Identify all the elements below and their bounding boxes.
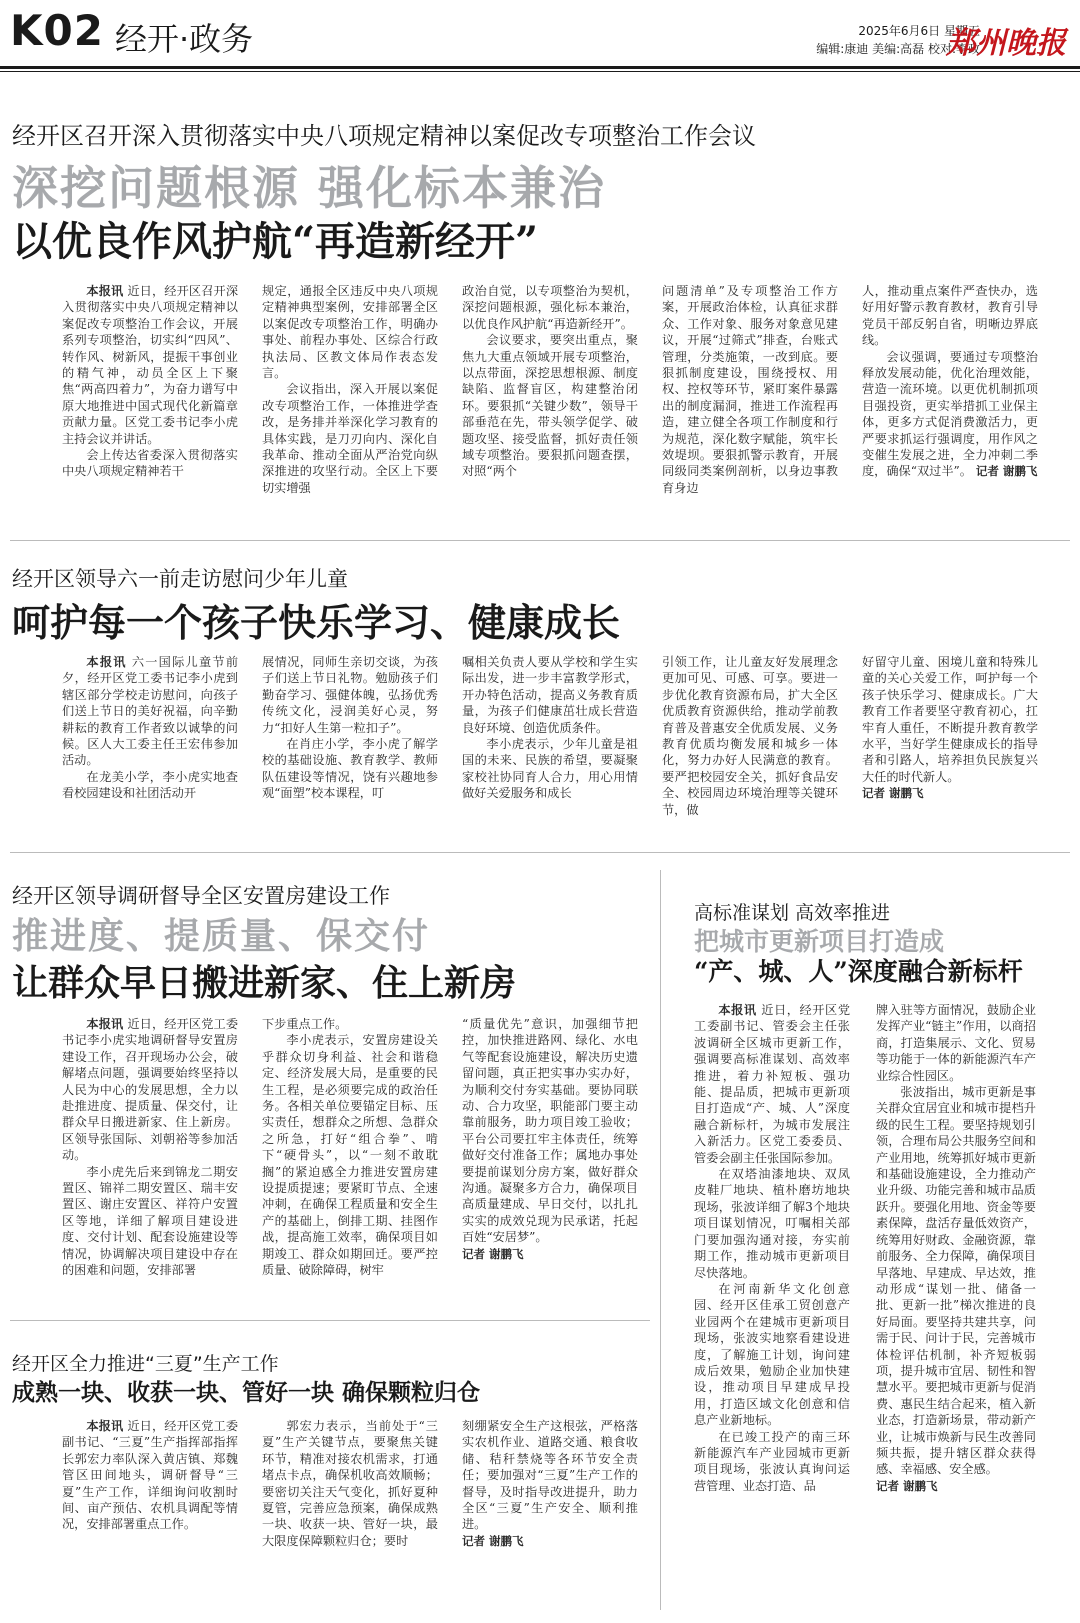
page-code: K02 [10,6,104,55]
story2-column-3 [462,654,638,834]
story3-col1-text-b: 李小虎先后来到锦龙二期安置区、锦祥二期安置区、瑞丰安置区、谢庄安置区、祥符户安置区等地，详细了解项目建设进度、交付计划、配套设施建设等情况，协调解决项目建设中存在的困难和问题，安排部署 [62,1164,238,1278]
story3-col1-text: 近日，经开区党工委书记李小虎实地调研督导安置房建设工作，召开现场办公会，破解堵点问题，强调要始终坚持以人民为中心的发展思想，全力以赴推进度、提质量、保交付，让群众早日搬进新家、住上新房。区领导张国际、刘朝裕等参加活动。 [62,1017,238,1163]
page-header [0,0,1080,62]
story5-lead: 本报讯 [86,1419,124,1433]
story5-column-1 [62,1418,238,1613]
story1-col1-text: 近日，经开区召开深入贯彻落实中央八项规定精神以案促改专项整治工作会议，开展系列专项整治，切实纠“四风”、转作风、树新风，提振干事创业的精气神，动员全区上下聚焦“两高四着力”，为奋力谱写中原大地推进中国式现代化新篇章贡献力量。区党工委书记李小虎主持会议并讲话。 [62,284,238,446]
story4-col1-text-c: 在河南新华文化创意园、经开区佳承工贸创意产业园两个在建城市更新项目现场，张波实地察看建设进度，了解施工计划，询问建成后效果，勉励企业加快建设，推动项目早建成早投用，打造区域文化创意和信息产业新地标。 [694,1281,850,1428]
story1-headline-main: 以优良作风护航“再造新经开” [12,218,539,265]
story2-column-1 [62,654,238,834]
story4-headline-a: 把城市更新项目打造成 [694,927,945,956]
story5-kicker: 经开区全力推进“三夏”生产工作 [12,1353,279,1375]
issue-date: 2025年6月6日 星期五 [858,24,980,38]
story5-headline: 成熟一块、收获一块、管好一块 确保颗粒归仓 [12,1379,481,1406]
story2-col3-text-a: 嘱相关负责人要从学校和学生实际出发，进一步丰富教学形式，开办特色活动，提高义务教育质量，为孩子们健康茁壮成长营造良好环境、创造优质条件。 [462,655,638,735]
story3-column-1 [62,1016,238,1296]
story2-headline: 呵护每一个孩子快乐学习、健康成长 [12,600,621,645]
divider [10,1320,650,1321]
story1-col2-text-b: 会议指出，深入开展以案促改专项整治工作，一体推进学查改，是务排并举深化学习教育的具体实践，是刀刃向内、深化自我革命、推动全面从严治党向纵深推进的攻坚行动。全区上下要切实增强 [262,382,438,495]
story1-col3-text-a: 政治自觉，以专项整治为契机，深挖问题根源，强化标本兼治，以优良作风护航“再造新经开”。 [462,284,638,331]
divider [10,540,1070,541]
story1-col2-text-a: 规定，通报全区违反中央八项规定精神典型案例，安排部署全区以案促改专项整治工作，明确办事处、前程办事处、区综合行政执法局、区教文体局作表态发言。 [262,284,438,381]
story2-col3-text-b: 李小虎表示，少年儿童是祖国的未来、民族的希望，要凝聚家校社协同育人合力，用心用情做好关爱服务和成长 [462,737,638,801]
story2-column-4 [662,654,838,834]
header-rule-thin [0,71,1080,72]
story4-col2-text-b: 张波指出，城市更新是事关群众宜居宜业和城市提档升级的民生工程。要坚持规划引领，合理布局公共服务空间和产业用地，统筹抓好城市更新和基础设施建设，全力推动产业升级、功能完善和城市品质跃升。要强化用地、资金等要素保障，盘活存量低效资产，统筹用好财政、金融资源，靠前服务、全力保障，确保项目早落地、早建成、早达效，推动形成“谋划一批、储备一批、更新一批”梯次推进的良好局面。要坚持共建共享，问需于民、问计于民，完善城市体检评估机制，补齐短板弱项，提升城市宜居、韧性和智慧水平。要把城市更新与促消费、惠民生结合起来，植入新业态，打造新场景，带动新产业，让城市焕新与民生改善同频共振，提升辖区群众获得感、幸福感、安全感。 [876,1085,1036,1477]
story3-headline-grey: 推进度、提质量、保交付 [12,915,431,957]
story3-column-3 [462,1016,638,1296]
story3-kicker: 经开区领导调研督导全区安置房建设工作 [12,884,390,908]
story3-col2-text-b: 李小虎表示，安置房建设关乎群众切身利益、社会和谐稳定、经济发展大局，是重要的民生工程，是必须要完成的政治任务。各相关单位要锚定目标、压实责任，想群众之所想、急群众之所急，打好“组合拳”、啃下“硬骨头”，以“一刻不敢耽搁”的紧迫感全力推进安置房建设提质提速；要紧盯节点、全速冲刺，在确保工程质量和安全生产的基础上，倒排工期、挂图作战，提高施工效率，确保项目如期竣工、群众如期回迁。要严控质量、破除障碍，树牢 [262,1033,438,1278]
story2-lead: 本报讯 [86,655,127,669]
story4-byline: 记者 谢鹏飞 [876,1478,938,1493]
story3-byline: 记者 谢鹏飞 [462,1246,524,1261]
story3-col2-text-a: 下步重点工作。 [262,1017,348,1031]
story1-col5-text-a: 人，推动重点案件严查快办，选好用好警示教育教材，教育引导党员干部反躬自省，明晰边界底线。 [862,284,1038,348]
section-name: 经开·政务 [115,20,254,58]
story4-col1-text-b: 在双塔油漆地块、双凤皮鞋厂地块、植朴磨坊地块现场，张波详细了解3个地块项目谋划情况，叮嘱相关部门要加强沟通对接，夯实前期工作，推动城市更新项目尽快落地。 [694,1167,850,1280]
story2-col2-text-a: 展情况，同师生亲切交谈，为孩子们送上节日礼物。勉励孩子们勤奋学习、强健体魄，弘扬优秀传统文化，浸润美好心灵，努力“扣好人生第一粒扣子”。 [262,655,438,735]
story3-column-2 [262,1016,438,1296]
story2-column-2 [262,654,438,834]
divider [10,852,1070,853]
story5-col1-text: 近日，经开区党工委副书记、“三夏”生产指挥部指挥长郭宏力率队深入黄店镇、郑魏管区田间地头，调研督导“三夏”生产工作，详细询问收割时间、亩产预估、农机具调配等情况，安排部署重点工作。 [62,1419,238,1532]
story4-col1-text: 近日，经开区党工委副书记、管委会主任张波调研全区城市更新工作，强调要高标准谋划、高效率推进，着力补短板、强功能、提品质，把城市更新项目打造成“产、城、人”深度融合新标杆，为城市发展注入新活力。区党工委委员、管委会副主任张国际参加。 [694,1003,850,1165]
story1-col4-text: 问题清单”及专项整治工作方案，开展政治体检，认真征求群众、工作对象、服务对象意见建议，开展“过筛式”排查，台账式管理，分类施策，一改到底。要狠抓制度建设，围绕授权、用权、控权等环节，紧盯案件暴露出的制度漏洞，推进工作流程再造，建立健全各项工作制度和行为规范，深化数字赋能，筑牢长效堤坝。要狠抓警示教育，开展同级同类案例剖析，以身边事教育身边 [662,284,838,495]
story5-col3-text: 刻绷紧安全生产这根弦，严格落实农机作业、道路交通、粮食收储、秸秆禁烧等各环节安全责任；要加强对“三夏”生产工作的督导，及时指导改进提升，助力全区“三夏”生产安全、顺利推进。 [462,1419,638,1532]
story4-kicker: 高标准谋划 高效率推进 [694,902,891,924]
column-divider [660,870,661,1610]
story5-byline: 记者 谢鹏飞 [462,1533,524,1548]
story2-col2-text-b: 在肖庄小学，李小虎了解学校的基础设施、教育教学、教师队伍建设等情况，饶有兴趣地参观“面塑”校本课程，叮 [262,737,438,801]
story4-headline-b: “产、城、人”深度融合新标杆 [694,957,1023,986]
story2-col5-text: 好留守儿童、困境儿童和特殊儿童的关心关爱工作，呵护每一个孩子快乐学习、健康成长。广大教育工作者要坚守教育初心，扛牢育人重任，不断提升教育教学水平，当好学生健康成长的指导者和引路人，培养担负民族复兴大任的时代新人。 [862,655,1038,784]
story1-byline: 记者 谢鹏飞 [975,464,1038,479]
story1-column-2 [262,283,438,523]
story3-headline-main: 让群众早日搬进新家、住上新房 [12,962,517,1004]
header-rule [0,66,1080,69]
story4-lead: 本报讯 [718,1003,757,1017]
story1-kicker: 经开区召开深入贯彻落实中央八项规定精神以案促改专项整治工作会议 [12,122,756,150]
story4-col1-text-d: 在已竣工投产的南三环新能源汽车产业园城市更新项目现场，张波认真询问运营管理、业态打造、品 [694,1429,850,1493]
story5-column-2 [262,1418,438,1613]
story4-column-1 [694,1002,850,1610]
story1-headline-grey: 深挖问题根源 强化标本兼治 [12,161,607,215]
story2-col1-text-b: 在龙美小学，李小虎实地查看校园建设和社团活动开 [62,769,238,801]
story2-column-5 [862,654,1038,834]
story2-kicker: 经开区领导六一前走访慰问少年儿童 [12,567,348,591]
story4-col2-text-a: 牌入驻等方面情况，鼓励企业发挥产业“链主”作用，以商招商，打造集展示、文化、贸易等功能于一体的新能源汽车产业综合性园区。 [876,1003,1036,1083]
story3-col3-text: “质量优先”意识，加强细节把控，加快推进路网、绿化、水电气等配套设施建设，解决历史遗留问题，真正把实事办实办好，为顺利交付夯实基础。要协同联动、合力攻坚，职能部门要主动靠前服务，助力项目竣工验收；平台公司要扛牢主体责任，统筹做好交付准备工作；属地办事处要提前谋划分房方案，做好群众沟通。凝聚多方合力，确保项目高质量建成、早日交付，以扎扎实实的成效兑现为民承诺，托起百姓“安居梦”。 [462,1017,638,1245]
story1-col3-text-b: 会议要求，要突出重点，聚焦九大重点领域开展专项整治，以点带面，深挖思想根源、制度缺陷、监督盲区，构建整治闭环。要狠抓“关键少数”，领导干部垂范在先，带头领学促学、破题攻坚、接受监督，抓好责任领域专项整治。要狠抓问题查摆，对照“两个 [462,333,638,479]
story5-column-3 [462,1418,638,1613]
story1-column-1 [62,283,238,523]
story2-byline: 记者 谢鹏飞 [862,786,924,801]
story2-col1-text: 六一国际儿童节前夕，经开区党工委书记李小虎到辖区部分学校走访慰问，向孩子们送上节日的美好祝福，向辛勤耕耘的教育工作者致以诚挚的问候。区人大工委主任王宏伟参加活动。 [62,655,238,768]
story1-column-4 [662,283,838,523]
story4-column-2 [876,1002,1036,1610]
story5-col2-text: 郭宏力表示，当前处于“三夏”生产关键节点，要聚焦关键环节，精准对接农机需求，打通堵点卡点，确保机收高效顺畅；要密切关注天气变化，抓好夏种夏管，完善应急预案，确保成熟一块、收获一块、管好一块，最大限度保障颗粒归仓；要时 [262,1419,438,1548]
story2-col4-text: 引领工作，让儿童友好发展理念更加可见、可感、可享。要进一步优化教育资源布局，扩大全区优质教育资源供给，推动学前教育普及普惠安全优质发展、义务教育优质均衡发展和城乡一体化，努力办好人民满意的教育。要严把校园安全关，抓好食品安全、校园周边环境治理等关键环节，做 [662,655,838,817]
story1-col1-text-b: 会上传达省委深入贯彻落实中央八项规定精神若干 [62,448,238,479]
story1-column-3 [462,283,638,523]
story1-lead: 本报讯 [86,284,124,298]
story3-lead: 本报讯 [86,1017,124,1031]
newspaper-masthead: 郑州晚报 [946,26,1066,61]
story1-column-5 [862,283,1038,523]
story1-col5-text-b: 会议强调，要通过专项整治释放发展动能，优化治理效能，营造一流环境。以更优机制抓项目强投资，更实举措抓工业保主体，更多方式促消费激活力，更严要求抓运行强调度，用作风之变催生发展之进，全力冲刺二季度，确保“双过半”。 [862,349,1038,479]
editor-credits: 编辑:康迪 美编:高磊 校对:李政 [816,42,980,56]
